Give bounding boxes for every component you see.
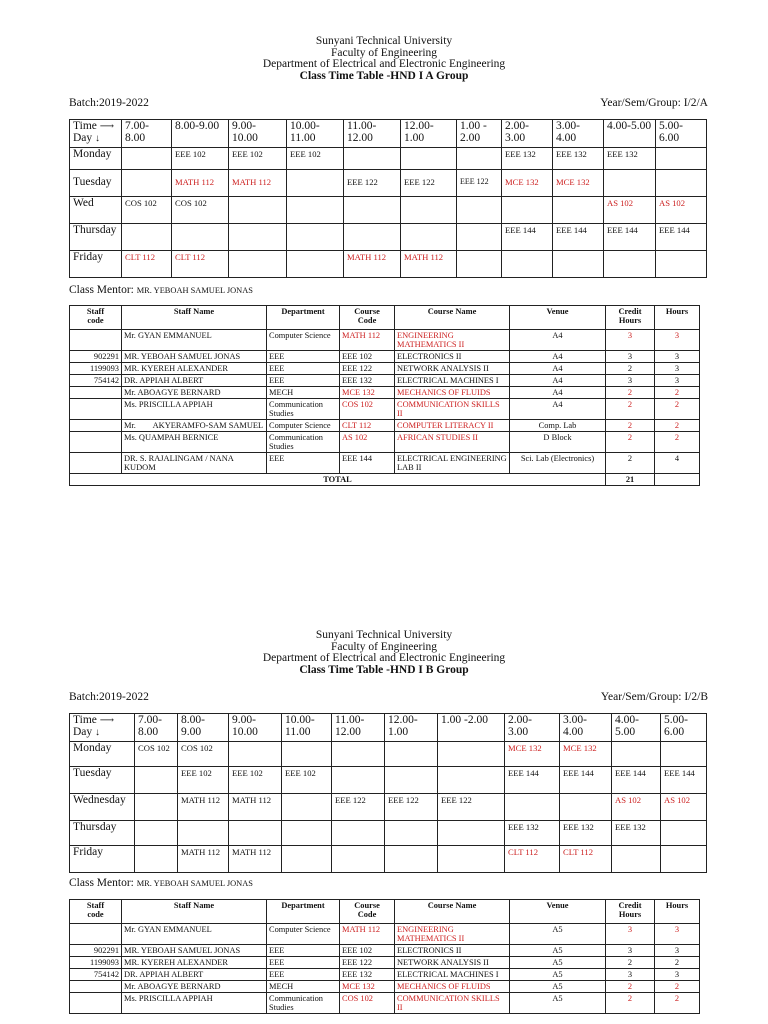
table-row: 1199093 MR. KYEREH ALEXANDER EEE EEE 122 NETWORK ANALYSIS II A5 2 2 xyxy=(70,957,700,969)
table-row xyxy=(70,224,707,251)
faculty-name: Faculty of Engineering xyxy=(330,640,438,653)
class-cell: COS 102 xyxy=(172,197,229,224)
class-cell: CLT 112 xyxy=(505,846,560,873)
staff-header: Department xyxy=(267,306,340,330)
time-slot-header: 1.00 - 2.00 xyxy=(457,120,502,148)
day-cell: Monday xyxy=(70,742,135,767)
time-slot-header: 4.00- 5.00 xyxy=(612,714,661,742)
time-slot-header: 5.00- 6.00 xyxy=(661,714,707,742)
table-row xyxy=(70,148,707,170)
day-cell: Friday xyxy=(70,846,135,873)
table-row: Ms. PRISCILLA APPIAH Communication Studies COS 102 COMMUNICATION SKILLS II A5 2 2 xyxy=(70,993,700,1014)
class-timetable xyxy=(69,713,707,742)
class-cell: MCE 132 xyxy=(505,742,560,767)
class-cell: MCE 132 xyxy=(560,742,612,767)
staff-header: Hours xyxy=(655,900,700,924)
class-cell: EEE 102 xyxy=(229,148,287,170)
class-cell: CLT 112 xyxy=(122,251,172,278)
day-cell: Tuesday xyxy=(70,170,122,197)
timetable-title: Class Time Table -HND I B Group xyxy=(299,663,469,676)
class-cell: COS 102 xyxy=(135,742,178,767)
staff-table xyxy=(69,899,700,1014)
staff-header: Staff Name xyxy=(122,306,267,330)
table-row: DR. S. RAJALINGAM / NANA KUDOM EEE EEE 144 ELECTRICAL ENGINEERING LAB II Sci. Lab (Electronics) 2 4 xyxy=(70,453,700,474)
time-slot-header: 7.00- 8.00 xyxy=(122,120,172,148)
class-cell: EEE 102 xyxy=(172,148,229,170)
time-slot-header: 3.00- 4.00 xyxy=(560,714,612,742)
class-cell: MATH 112 xyxy=(229,846,282,873)
table-row: 902291 MR. YEBOAH SAMUEL JONAS EEE EEE 102 ELECTRONICS II A4 3 3 xyxy=(70,351,700,363)
class-cell: MCE 132 xyxy=(502,170,553,197)
table-row: Mr. ABOAGYE BERNARD MECH MCE 132 MECHANICS OF FLUIDS A5 2 2 xyxy=(70,981,700,993)
day-cell: Thursday xyxy=(70,821,135,846)
class-cell: EEE 132 xyxy=(560,821,612,846)
class-cell: EEE 144 xyxy=(505,767,560,794)
class-cell: AS 102 xyxy=(604,197,656,224)
staff-table xyxy=(69,305,700,486)
class-cell: COS 102 xyxy=(122,197,172,224)
class-cell: EEE 122 xyxy=(438,794,505,821)
table-row xyxy=(70,846,707,873)
day-cell: Wednesday xyxy=(70,794,135,821)
staff-header: Course Name xyxy=(395,900,510,924)
table-row xyxy=(70,251,707,278)
class-cell: MATH 112 xyxy=(344,251,401,278)
class-cell: EEE 132 xyxy=(612,821,661,846)
class-cell: EEE 144 xyxy=(656,224,707,251)
staff-header: Course Name xyxy=(395,306,510,330)
class-cell: COS 102 xyxy=(178,742,229,767)
staff-header: Venue xyxy=(510,900,606,924)
university-name: Sunyani Technical University xyxy=(315,629,453,641)
total-row: TOTAL 21 xyxy=(70,474,700,486)
class-cell: EEE 144 xyxy=(612,767,661,794)
class-cell: EEE 122 xyxy=(385,794,438,821)
class-cell: AS 102 xyxy=(656,197,707,224)
time-slot-header: 8.00- 9.00 xyxy=(178,714,229,742)
time-day-corner: Time ⟶ Day ↓ xyxy=(70,714,135,742)
class-cell: MATH 112 xyxy=(229,794,282,821)
time-slot-header: 4.00-5.00 xyxy=(604,120,656,148)
table-row: 754142 DR. APPIAH ALBERT EEE EEE 132 ELECTRICAL MACHINES I A4 3 3 xyxy=(70,375,700,387)
class-cell: MATH 112 xyxy=(178,846,229,873)
staff-header: Staff Name xyxy=(122,900,267,924)
class-cell: EEE 132 xyxy=(502,148,553,170)
time-slot-header: 2.00- 3.00 xyxy=(505,714,560,742)
table-row: 902291 MR. YEBOAH SAMUEL JONAS EEE EEE 102 ELECTRONICS II A5 3 3 xyxy=(70,945,700,957)
class-cell: MATH 112 xyxy=(229,170,287,197)
class-cell: EEE 102 xyxy=(287,148,344,170)
class-timetable xyxy=(69,119,707,148)
time-slot-header: 9.00- 10.00 xyxy=(229,714,282,742)
class-cell: EEE 144 xyxy=(604,224,656,251)
arrow-down-icon: ↓ xyxy=(95,726,101,738)
class-cell: MATH 112 xyxy=(178,794,229,821)
day-cell: Monday xyxy=(70,148,122,170)
time-slot-header: 10.00- 11.00 xyxy=(282,714,332,742)
timetable-body xyxy=(69,147,707,278)
class-cell: AS 102 xyxy=(661,794,707,821)
staff-header: Venue xyxy=(510,306,606,330)
class-cell: EEE 122 xyxy=(344,170,401,197)
table-row: 1199093 MR. KYEREH ALEXANDER EEE EEE 122 NETWORK ANALYSIS II A4 2 3 xyxy=(70,363,700,375)
class-cell: EEE 122 xyxy=(457,170,502,197)
class-cell: EEE 132 xyxy=(505,821,560,846)
arrow-right-icon: ⟶ xyxy=(99,715,115,726)
table-row xyxy=(70,821,707,846)
staff-header: Department xyxy=(267,900,340,924)
class-cell: EEE 144 xyxy=(560,767,612,794)
class-cell: EEE 132 xyxy=(553,148,604,170)
table-row: 754142 DR. APPIAH ALBERT EEE EEE 132 ELECTRICAL MACHINES I A5 3 3 xyxy=(70,969,700,981)
time-slot-header: 12.00- 1.00 xyxy=(385,714,438,742)
class-mentor: Class Mentor: MR. YEBOAH SAMUEL JONAS xyxy=(69,877,253,889)
university-name: Sunyani Technical University xyxy=(315,35,453,47)
time-slot-header: 10.00- 11.00 xyxy=(287,120,344,148)
table-row: Ms. QUAMPAH BERNICE Communication Studies AS 102 AFRICAN STUDIES II D Block 2 2 xyxy=(70,432,700,453)
day-cell: Wed xyxy=(70,197,122,224)
class-cell: EEE 144 xyxy=(502,224,553,251)
table-row: Mr. AKYERAMFO-SAM SAMUEL Computer Science CLT 112 COMPUTER LITERACY II Comp. Lab 2 2 xyxy=(70,420,700,432)
time-day-corner: Time ⟶ Day ↓ xyxy=(70,120,122,148)
time-slot-header: 9.00- 10.00 xyxy=(229,120,287,148)
staff-header: Hours xyxy=(655,306,700,330)
staff-header: Course Code xyxy=(340,900,395,924)
time-slot-header: 12.00- 1.00 xyxy=(401,120,457,148)
staff-header: Course Code xyxy=(340,306,395,330)
time-slot-header: 1.00 -2.00 xyxy=(438,714,505,742)
staff-header: Credit Hours xyxy=(606,900,655,924)
class-cell: MATH 112 xyxy=(401,251,457,278)
staff-header: Staff code xyxy=(70,306,122,330)
timetable-body xyxy=(69,741,707,873)
arrow-down-icon: ↓ xyxy=(95,132,101,144)
table-row: Ms. PRISCILLA APPIAH Communication Studies COS 102 COMMUNICATION SKILLS II A4 2 2 xyxy=(70,399,700,420)
time-slot-header: 11.00- 12.00 xyxy=(344,120,401,148)
year-sem-group: Year/Sem/Group: I/2/A xyxy=(600,97,708,109)
table-row xyxy=(70,170,707,197)
staff-header: Credit Hours xyxy=(606,306,655,330)
table-row xyxy=(70,197,707,224)
faculty-name: Faculty of Engineering xyxy=(330,46,438,59)
department-name: Department of Electrical and Electronic Engineering xyxy=(262,652,506,664)
time-slot-header: 8.00-9.00 xyxy=(172,120,229,148)
year-sem-group: Year/Sem/Group: I/2/B xyxy=(600,691,708,703)
class-cell: CLT 112 xyxy=(172,251,229,278)
class-cell: CLT 112 xyxy=(560,846,612,873)
batch-label: Batch:2019-2022 xyxy=(69,691,149,703)
table-row: Mr. ABOAGYE BERNARD MECH MCE 132 MECHANICS OF FLUIDS A4 2 2 xyxy=(70,387,700,399)
table-row xyxy=(70,742,707,767)
class-cell: EEE 102 xyxy=(282,767,332,794)
class-mentor: Class Mentor: MR. YEBOAH SAMUEL JONAS xyxy=(69,284,253,296)
class-cell: AS 102 xyxy=(612,794,661,821)
time-slot-header: 2.00- 3.00 xyxy=(502,120,553,148)
arrow-right-icon: ⟶ xyxy=(99,121,115,132)
class-cell: EEE 132 xyxy=(604,148,656,170)
table-row: Mr. GYAN EMMANUEL Computer Science MATH 112 ENGINEERING MATHEMATICS II A5 3 3 xyxy=(70,924,700,945)
table-row: Mr. GYAN EMMANUEL Computer Science MATH 112 ENGINEERING MATHEMATICS II A4 3 3 xyxy=(70,330,700,351)
class-cell: EEE 122 xyxy=(401,170,457,197)
class-cell: EEE 144 xyxy=(553,224,604,251)
staff-header: Staff code xyxy=(70,900,122,924)
timetable-title: Class Time Table -HND I A Group xyxy=(299,69,469,82)
batch-label: Batch:2019-2022 xyxy=(69,97,149,109)
table-row xyxy=(70,767,707,794)
class-cell: EEE 102 xyxy=(178,767,229,794)
time-slot-header: 5.00- 6.00 xyxy=(656,120,707,148)
class-cell: EEE 102 xyxy=(229,767,282,794)
table-row xyxy=(70,794,707,821)
class-cell: EEE 122 xyxy=(332,794,385,821)
day-cell: Friday xyxy=(70,251,122,278)
day-cell: Tuesday xyxy=(70,767,135,794)
day-cell: Thursday xyxy=(70,224,122,251)
class-cell: MATH 112 xyxy=(172,170,229,197)
time-slot-header: 11.00- 12.00 xyxy=(332,714,385,742)
time-slot-header: 3.00- 4.00 xyxy=(553,120,604,148)
class-cell: MCE 132 xyxy=(553,170,604,197)
department-name: Department of Electrical and Electronic Engineering xyxy=(262,58,506,70)
time-slot-header: 7.00- 8.00 xyxy=(135,714,178,742)
class-cell: EEE 144 xyxy=(661,767,707,794)
